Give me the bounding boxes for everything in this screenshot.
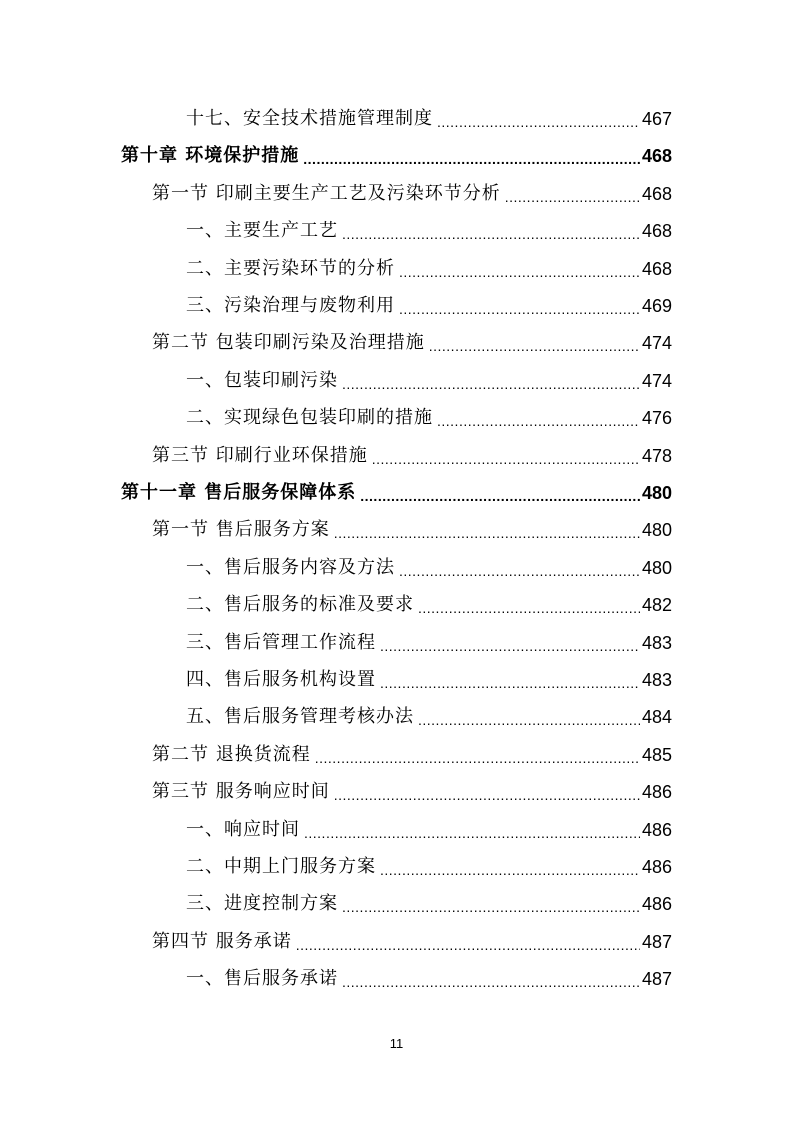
toc-entry-page: 480 [641, 557, 672, 578]
toc-entry[interactable] [186, 960, 672, 990]
toc-entry[interactable] [186, 661, 672, 691]
toc-entry-title: 第一节 售后服务方案 [152, 519, 330, 541]
toc-entry[interactable] [186, 549, 672, 579]
toc-entry-title: 十七、安全技术措施管理制度 [186, 108, 433, 129]
page-number: 11 [389, 1036, 404, 1051]
toc-entry[interactable] [186, 212, 672, 242]
toc-leader-dots [372, 451, 640, 467]
toc-entry-title: 三、售后管理工作流程 [186, 631, 376, 653]
toc-entry[interactable] [186, 399, 672, 429]
toc-chapter-entry[interactable] [121, 137, 672, 167]
toc-leader-dots [315, 750, 640, 766]
toc-leader-dots [304, 825, 640, 841]
toc-entry-title: 一、主要生产工艺 [186, 220, 338, 242]
toc-leader-dots [342, 376, 640, 392]
toc-leader-dots [380, 675, 640, 691]
toc-entry-page: 486 [641, 819, 672, 840]
toc-leader-dots [380, 638, 640, 654]
toc-entry-title: 二、中期上门服务方案 [186, 856, 376, 877]
toc-entry-page: 483 [641, 670, 672, 690]
toc-entry-title: 五、售后服务管理考核办法 [186, 706, 414, 728]
toc-entry-title: 一、响应时间 [186, 818, 300, 840]
toc-section-entry[interactable] [152, 437, 672, 467]
toc-entry-page: 474 [641, 370, 672, 391]
toc-section-entry[interactable] [152, 324, 672, 354]
toc-entry-page: 468 [641, 258, 672, 279]
toc-entry-page: 483 [641, 632, 672, 653]
toc-entry[interactable] [186, 100, 672, 130]
toc-entry[interactable] [186, 250, 672, 280]
toc-leader-dots [418, 712, 640, 728]
toc-entry-title: 第十章 环境保护措施 [121, 145, 300, 167]
toc-entry-page: 478 [641, 445, 672, 466]
toc-leader-dots [334, 525, 640, 541]
toc-entry-page: 486 [641, 782, 672, 803]
toc-entry[interactable] [186, 362, 672, 392]
toc-entry-page: 486 [641, 894, 672, 915]
toc-entry-title: 第十一章 售后服务保障体系 [121, 482, 357, 503]
toc-leader-dots [380, 862, 640, 878]
toc-entry-page: 468 [641, 183, 672, 204]
toc-entry-title: 第三节 印刷行业环保措施 [152, 444, 368, 466]
toc-leader-dots [399, 563, 640, 579]
toc-entry[interactable] [186, 287, 672, 317]
toc-entry[interactable] [186, 624, 672, 654]
toc-section-entry[interactable] [152, 923, 672, 953]
toc-entry-page: 487 [641, 931, 672, 952]
toc-leader-dots [303, 151, 640, 167]
toc-entry-page: 486 [641, 857, 672, 877]
toc-entry-title: 第四节 服务承诺 [152, 930, 292, 952]
toc-entry[interactable] [186, 586, 672, 616]
toc-leader-dots [399, 301, 640, 317]
toc-entry-page: 476 [641, 408, 672, 429]
toc-entry[interactable] [186, 885, 672, 915]
toc-entry[interactable] [186, 811, 672, 841]
toc-leader-dots [505, 189, 640, 205]
toc-entry-title: 第二节 包装印刷污染及治理措施 [152, 332, 425, 354]
toc-entry-page: 480 [641, 520, 672, 541]
toc-entry-title: 一、包装印刷污染 [186, 369, 338, 391]
toc-entry-page: 467 [641, 109, 672, 129]
toc-entry-title: 二、售后服务的标准及要求 [186, 594, 414, 616]
toc-entry-page: 480 [641, 483, 672, 503]
toc-entry-title: 四、售后服务机构设置 [186, 669, 376, 690]
toc-entry-page: 482 [641, 595, 672, 616]
toc-leader-dots [342, 899, 640, 915]
toc-entry-page: 484 [641, 707, 672, 728]
toc-entry-title: 第三节 服务响应时间 [152, 781, 330, 803]
toc-leader-dots [334, 787, 640, 803]
toc-leader-dots [342, 226, 640, 242]
toc-leader-dots [342, 974, 640, 990]
toc-leader-dots [437, 413, 640, 429]
toc-entry-page: 468 [641, 146, 672, 167]
toc-entry-title: 二、实现绿色包装印刷的措施 [186, 407, 433, 429]
toc-section-entry[interactable] [152, 511, 672, 541]
toc-entry-title: 三、进度控制方案 [186, 893, 338, 915]
toc-chapter-entry[interactable] [121, 474, 672, 504]
toc-entry-title: 三、污染治理与废物利用 [186, 295, 395, 316]
toc-entry-page: 469 [641, 296, 672, 316]
toc-leader-dots [429, 338, 640, 354]
toc-entry[interactable] [186, 698, 672, 728]
toc-entry-page: 474 [641, 333, 672, 354]
toc-leader-dots [399, 264, 640, 280]
toc-entry-title: 二、主要污染环节的分析 [186, 257, 395, 279]
toc-entry-title: 一、售后服务内容及方法 [186, 556, 395, 578]
toc-entry-page: 485 [641, 744, 672, 765]
toc-entry[interactable] [186, 848, 672, 878]
toc-leader-dots [418, 600, 640, 616]
toc-section-entry[interactable] [152, 175, 672, 205]
toc-entry-title: 第二节 退换货流程 [152, 743, 311, 765]
toc-entry-title: 一、售后服务承诺 [186, 968, 338, 990]
toc-section-entry[interactable] [152, 736, 672, 766]
toc-leader-dots [296, 937, 640, 953]
toc-section-entry[interactable] [152, 773, 672, 803]
toc-entry-title: 第一节 印刷主要生产工艺及污染环节分析 [152, 182, 501, 204]
toc-entry-page: 487 [641, 969, 672, 990]
toc-leader-dots [437, 114, 640, 130]
toc-leader-dots [360, 488, 640, 504]
toc-entry-page: 468 [641, 221, 672, 242]
